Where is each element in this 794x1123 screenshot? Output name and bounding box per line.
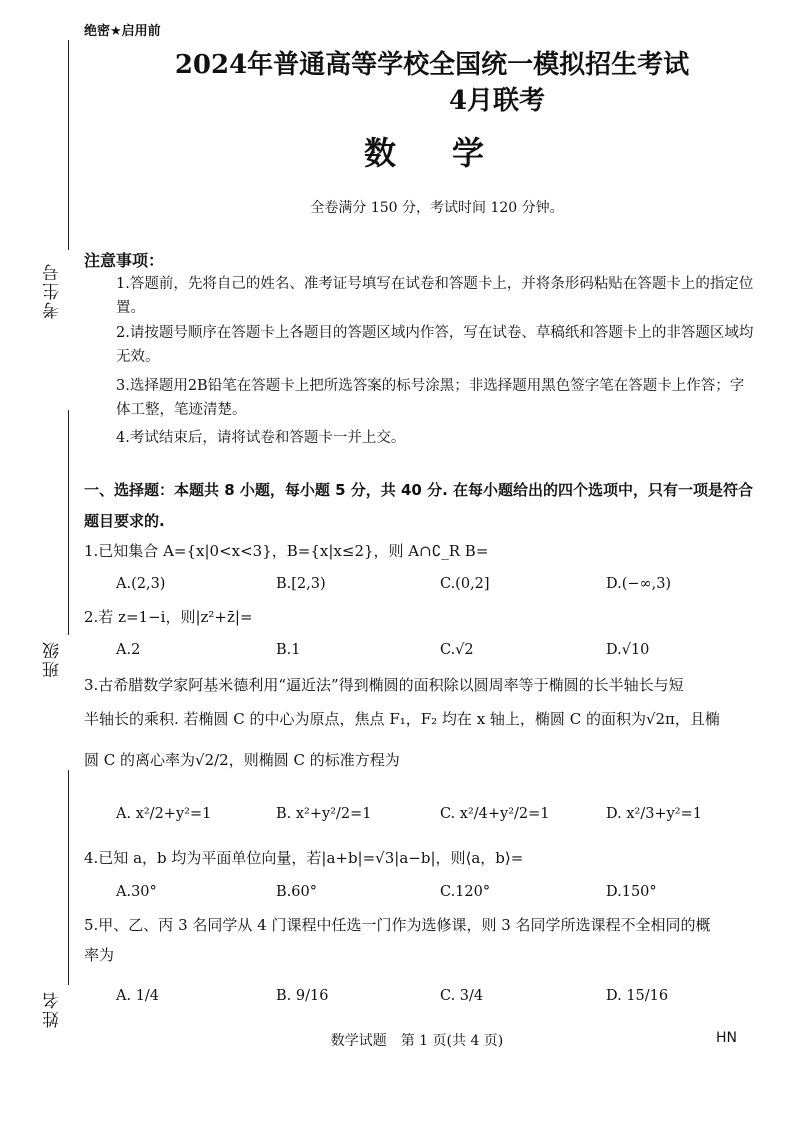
question-1-options xyxy=(116,570,756,598)
option-a: A. x²/2+y²=1 xyxy=(116,806,212,822)
option-c: C.√2 xyxy=(440,642,474,658)
notice-item-3: 3.选择题用2B铅笔在答题卡上把所选答案的标号涂黑；非选择题用黑色签字笔在答题卡上作答；字体工整，笔迹清楚。 xyxy=(116,378,745,418)
question-3-line-2: 半轴长的乘积. 若椭圆 C 的中心为原点，焦点 F₁，F₂ 均在 x 轴上，椭圆 C 的面积为√2π，且椭 xyxy=(84,710,720,728)
option-d: D.(−∞,3) xyxy=(606,576,672,592)
page-footer: 数学试题 第 1 页(共 4 页) xyxy=(330,1033,504,1049)
question-5-line-1: 5.甲、乙、丙 3 名同学从 4 门课程中任选一门作为选修课，则 3 名同学所选课程不全相同的概 xyxy=(84,916,711,934)
notice-item-1: 1.答题前，先将自己的姓名、准考证号填写在试卷和答题卡上，并将条形码粘贴在答题卡上的指定位置。 xyxy=(116,276,754,316)
side-name-label: 姓名 xyxy=(43,990,63,1028)
option-d: D. 15/16 xyxy=(606,988,669,1004)
option-b: B. 9/16 xyxy=(276,988,329,1004)
region-code: HN xyxy=(716,1030,737,1046)
question-3-line-1: 3.古希腊数学家阿基米德利用“逼近法”得到椭圆的面积除以圆周率等于椭圆的长半轴长与短 xyxy=(84,676,684,694)
secret-label: 绝密★启用前 xyxy=(84,24,161,39)
question-2-options xyxy=(116,636,756,664)
exam-subtitle: 4月联考 xyxy=(448,86,546,116)
option-c: C. 3/4 xyxy=(440,988,484,1004)
option-a: A.(2,3) xyxy=(116,576,166,592)
side-class-label: 班级 xyxy=(43,640,63,678)
notice-item-4: 4.考试结束后，请将试卷和答题卡一并上交。 xyxy=(116,430,406,446)
option-c: C.(0,2] xyxy=(440,576,490,592)
exam-title: 2024年普通高等学校全国统一模拟招生考试 xyxy=(174,50,690,80)
notice-title: 注意事项： xyxy=(84,251,165,270)
side-divider xyxy=(68,410,69,635)
option-b: B.60° xyxy=(276,884,317,900)
option-a: A.2 xyxy=(116,642,141,658)
subject-title: 数学 xyxy=(363,134,540,172)
option-b: B.[2,3) xyxy=(276,576,326,592)
question-3-line-3: 圆 C 的离心率为√2/2，则椭圆 C 的标准方程为 xyxy=(84,751,400,769)
question-5-line-2: 率为 xyxy=(84,946,115,964)
question-4-stem: 4.已知 a，b 均为平面单位向量，若|a+b|=√3|a−b|，则⟨a，b⟩= xyxy=(84,849,524,867)
section-heading: 一、选择题：本题共 8 小题，每小题 5 分，共 40 分. 在每小题给出的四个选项中，只有一项是符合 xyxy=(84,481,754,499)
option-d: D.√10 xyxy=(606,642,650,658)
question-3-options xyxy=(116,800,756,828)
option-b: B.1 xyxy=(276,642,301,658)
notice-item-2: 2.请按题号顺序在答题卡上各题目的答题区域内作答，写在试卷、草稿纸和答题卡上的非答题区域均无效。 xyxy=(116,325,754,365)
question-5-options xyxy=(116,982,756,1010)
option-d: D.150° xyxy=(606,884,657,900)
question-1-stem: 1.已知集合 A={x|0<x<3}，B={x|x≤2}，则 A∩∁_R B= xyxy=(84,542,489,560)
score-info: 全卷满分 150 分，考试时间 120 分钟。 xyxy=(310,200,564,216)
question-4-options xyxy=(116,878,756,906)
side-exam-no-label: 考生号 xyxy=(43,262,63,319)
option-d: D. x²/3+y²=1 xyxy=(606,806,702,822)
option-c: C.120° xyxy=(440,884,491,900)
question-2-stem: 2.若 z=1−i，则|z²+z̄|= xyxy=(84,608,253,626)
section-heading-cont: 题目要求的. xyxy=(84,512,165,530)
option-c: C. x²/4+y²/2=1 xyxy=(440,806,550,822)
option-a: A.30° xyxy=(116,884,157,900)
option-b: B. x²+y²/2=1 xyxy=(276,806,372,822)
side-divider xyxy=(68,770,69,985)
option-a: A. 1/4 xyxy=(116,988,160,1004)
